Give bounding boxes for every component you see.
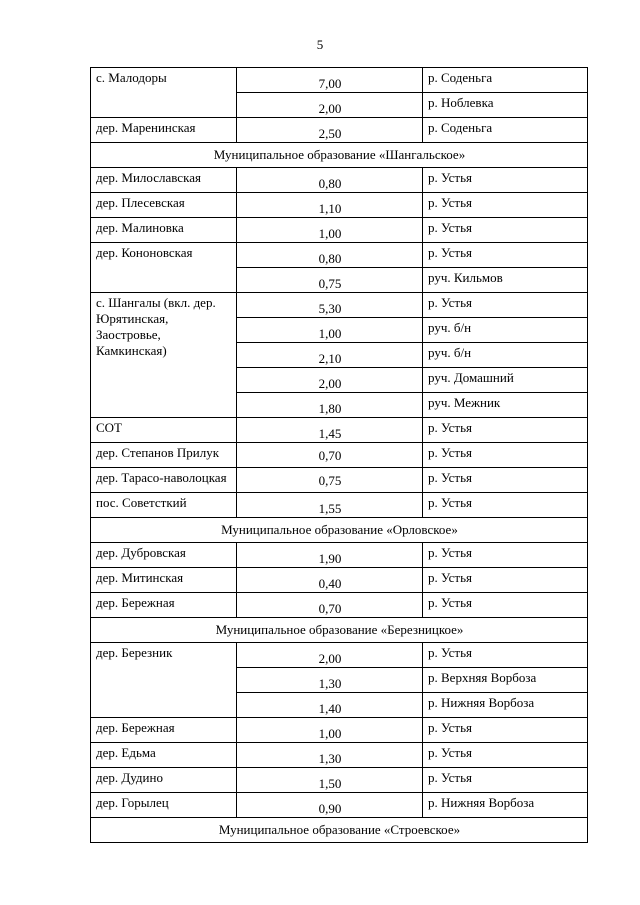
section-header-row	[91, 818, 588, 843]
river-cell: р. Устья	[423, 293, 588, 318]
table-row	[91, 418, 588, 443]
river-cell: р. Устья	[423, 718, 588, 743]
table-row	[91, 218, 588, 243]
river-cell: р. Устья	[423, 543, 588, 568]
length-cell: 1,50	[237, 768, 423, 793]
length-cell: 1,80	[237, 393, 423, 418]
length-cell: 1,55	[237, 493, 423, 518]
length-cell: 2,00	[237, 93, 423, 118]
length-cell: 1,30	[237, 743, 423, 768]
table-row	[91, 468, 588, 493]
settlements-table	[90, 67, 588, 843]
length-cell: 1,10	[237, 193, 423, 218]
river-cell: руч. Кильмов	[423, 268, 588, 293]
table-row	[91, 793, 588, 818]
table-row	[91, 743, 588, 768]
river-cell: р. Устья	[423, 493, 588, 518]
table-row	[91, 168, 588, 193]
river-cell: р. Устья	[423, 193, 588, 218]
settlement-cell: дер. Митинская	[91, 568, 237, 593]
settlement-cell: дер. Бережная	[91, 593, 237, 618]
table-row	[91, 68, 588, 93]
table-row	[91, 243, 588, 268]
settlement-cell: с. Шангалы (вкл. дер. Юрятинская, Заостровье, Камкинская)	[91, 293, 237, 418]
length-cell: 2,50	[237, 118, 423, 143]
section-header-row	[91, 518, 588, 543]
table-row	[91, 293, 588, 318]
settlement-cell: дер. Малиновка	[91, 218, 237, 243]
length-cell: 5,30	[237, 293, 423, 318]
length-cell: 1,40	[237, 693, 423, 718]
length-cell: 1,45	[237, 418, 423, 443]
settlement-cell: СОТ	[91, 418, 237, 443]
settlement-cell: пос. Советсткий	[91, 493, 237, 518]
settlement-cell: дер. Кононовская	[91, 243, 237, 293]
table-row	[91, 568, 588, 593]
length-cell: 1,30	[237, 668, 423, 693]
settlement-cell: дер. Маренинская	[91, 118, 237, 143]
river-cell: р. Верхняя Ворбоза	[423, 668, 588, 693]
length-cell: 1,90	[237, 543, 423, 568]
table-row	[91, 593, 588, 618]
length-cell: 0,90	[237, 793, 423, 818]
river-cell: р. Устья	[423, 593, 588, 618]
length-cell: 7,00	[237, 68, 423, 93]
length-cell: 0,80	[237, 168, 423, 193]
table-row	[91, 493, 588, 518]
river-cell: р. Соденьга	[423, 118, 588, 143]
settlement-cell: дер. Дубровская	[91, 543, 237, 568]
length-cell: 1,00	[237, 318, 423, 343]
length-cell: 0,40	[237, 568, 423, 593]
settlement-cell: дер. Тарасо-наволоцкая	[91, 468, 237, 493]
settlement-cell: дер. Горылец	[91, 793, 237, 818]
river-cell: р. Соденьга	[423, 68, 588, 93]
river-cell: р. Устья	[423, 218, 588, 243]
length-cell: 1,00	[237, 718, 423, 743]
settlement-cell: дер. Плесевская	[91, 193, 237, 218]
table-row	[91, 443, 588, 468]
length-cell: 2,00	[237, 643, 423, 668]
river-cell: р. Устья	[423, 418, 588, 443]
table-row	[91, 543, 588, 568]
river-cell: р. Устья	[423, 443, 588, 468]
table-row	[91, 193, 588, 218]
settlement-cell: дер. Едьма	[91, 743, 237, 768]
river-cell: р. Устья	[423, 643, 588, 668]
table-row	[91, 768, 588, 793]
river-cell: р. Устья	[423, 243, 588, 268]
length-cell: 0,70	[237, 443, 423, 468]
river-cell: р. Нижняя Ворбоза	[423, 693, 588, 718]
municipality-heading: Муниципальное образование «Березницкое»	[91, 618, 588, 643]
river-cell: р. Устья	[423, 168, 588, 193]
river-cell: р. Ноблевка	[423, 93, 588, 118]
section-header-row	[91, 143, 588, 168]
settlement-cell: дер. Дудино	[91, 768, 237, 793]
river-cell: р. Устья	[423, 568, 588, 593]
river-cell: руч. б/н	[423, 318, 588, 343]
river-cell: руч. Межник	[423, 393, 588, 418]
river-cell: р. Нижняя Ворбоза	[423, 793, 588, 818]
settlement-cell: дер. Степанов Прилук	[91, 443, 237, 468]
length-cell: 0,75	[237, 268, 423, 293]
table-row	[91, 118, 588, 143]
page-number: 5	[316, 37, 324, 52]
settlement-cell: дер. Милославская	[91, 168, 237, 193]
settlement-cell: дер. Березник	[91, 643, 237, 718]
length-cell: 2,10	[237, 343, 423, 368]
municipality-heading: Муниципальное образование «Строевское»	[91, 818, 588, 843]
settlement-cell: дер. Бережная	[91, 718, 237, 743]
length-cell: 1,00	[237, 218, 423, 243]
settlement-cell: с. Малодоры	[91, 68, 237, 118]
river-cell: р. Устья	[423, 468, 588, 493]
length-cell: 0,70	[237, 593, 423, 618]
municipality-heading: Муниципальное образование «Орловское»	[91, 518, 588, 543]
length-cell: 0,75	[237, 468, 423, 493]
length-cell: 2,00	[237, 368, 423, 393]
river-cell: р. Устья	[423, 768, 588, 793]
table-row	[91, 643, 588, 668]
length-cell: 0,80	[237, 243, 423, 268]
section-header-row	[91, 618, 588, 643]
river-cell: руч. б/н	[423, 343, 588, 368]
river-cell: руч. Домашний	[423, 368, 588, 393]
table-row	[91, 718, 588, 743]
river-cell: р. Устья	[423, 743, 588, 768]
settlements-table-body	[91, 68, 588, 843]
municipality-heading: Муниципальное образование «Шангальское»	[91, 143, 588, 168]
